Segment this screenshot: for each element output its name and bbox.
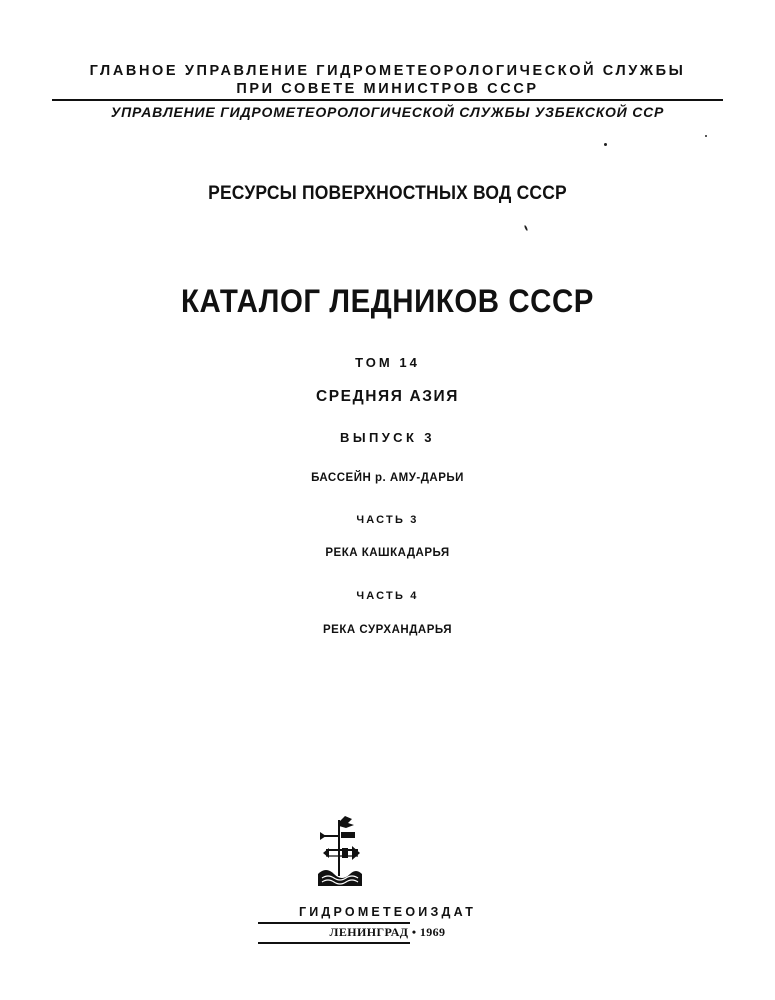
region-label: СРЕДНЯЯ АЗИЯ (315, 388, 460, 405)
sub-organization-line: УПРАВЛЕНИЕ ГИДРОМЕТЕОРОЛОГИЧЕСКОЙ СЛУЖБЫ УЗБЕКСКОЙ ССР (110, 104, 665, 120)
publisher-rule-top (258, 922, 410, 924)
print-speck (524, 225, 528, 231)
part-4-river: РЕКА СУРХАНДАРЬЯ (323, 624, 452, 636)
print-speck (705, 135, 707, 137)
part-3-label: ЧАСТЬ 3 (356, 514, 419, 526)
organization-header (0, 62, 775, 98)
volume-label: ТОМ 14 (355, 355, 420, 370)
page-title: КАТАЛОГ ЛЕДНИКОВ СССР (181, 283, 594, 319)
weather-vane-logo-icon (308, 812, 370, 892)
issue-label: ВЫПУСК 3 (340, 430, 435, 445)
part-4-label: ЧАСТЬ 4 (356, 590, 419, 602)
publisher-name: ГИДРОМЕТЕОИЗДАТ (298, 905, 477, 919)
print-speck (604, 143, 607, 146)
publisher-rule-bottom (258, 942, 410, 944)
organization-line-1: ГЛАВНОЕ УПРАВЛЕНИЕ ГИДРОМЕТЕОРОЛОГИЧЕСКОЙ СЛУЖБЫ (89, 63, 686, 79)
header-divider (52, 99, 723, 101)
basin-label: БАССЕЙН р. АМУ-ДАРЬИ (311, 472, 464, 484)
part-3-river: РЕКА КАШКАДАРЬЯ (325, 547, 450, 559)
organization-line-2: ПРИ СОВЕТЕ МИНИСТРОВ СССР (236, 81, 539, 97)
publisher-city-year: ЛЕНИНГРАД • 1969 (329, 925, 446, 939)
series-title: РЕСУРСЫ ПОВЕРХНОСТНЫХ ВОД СССР (208, 183, 567, 204)
